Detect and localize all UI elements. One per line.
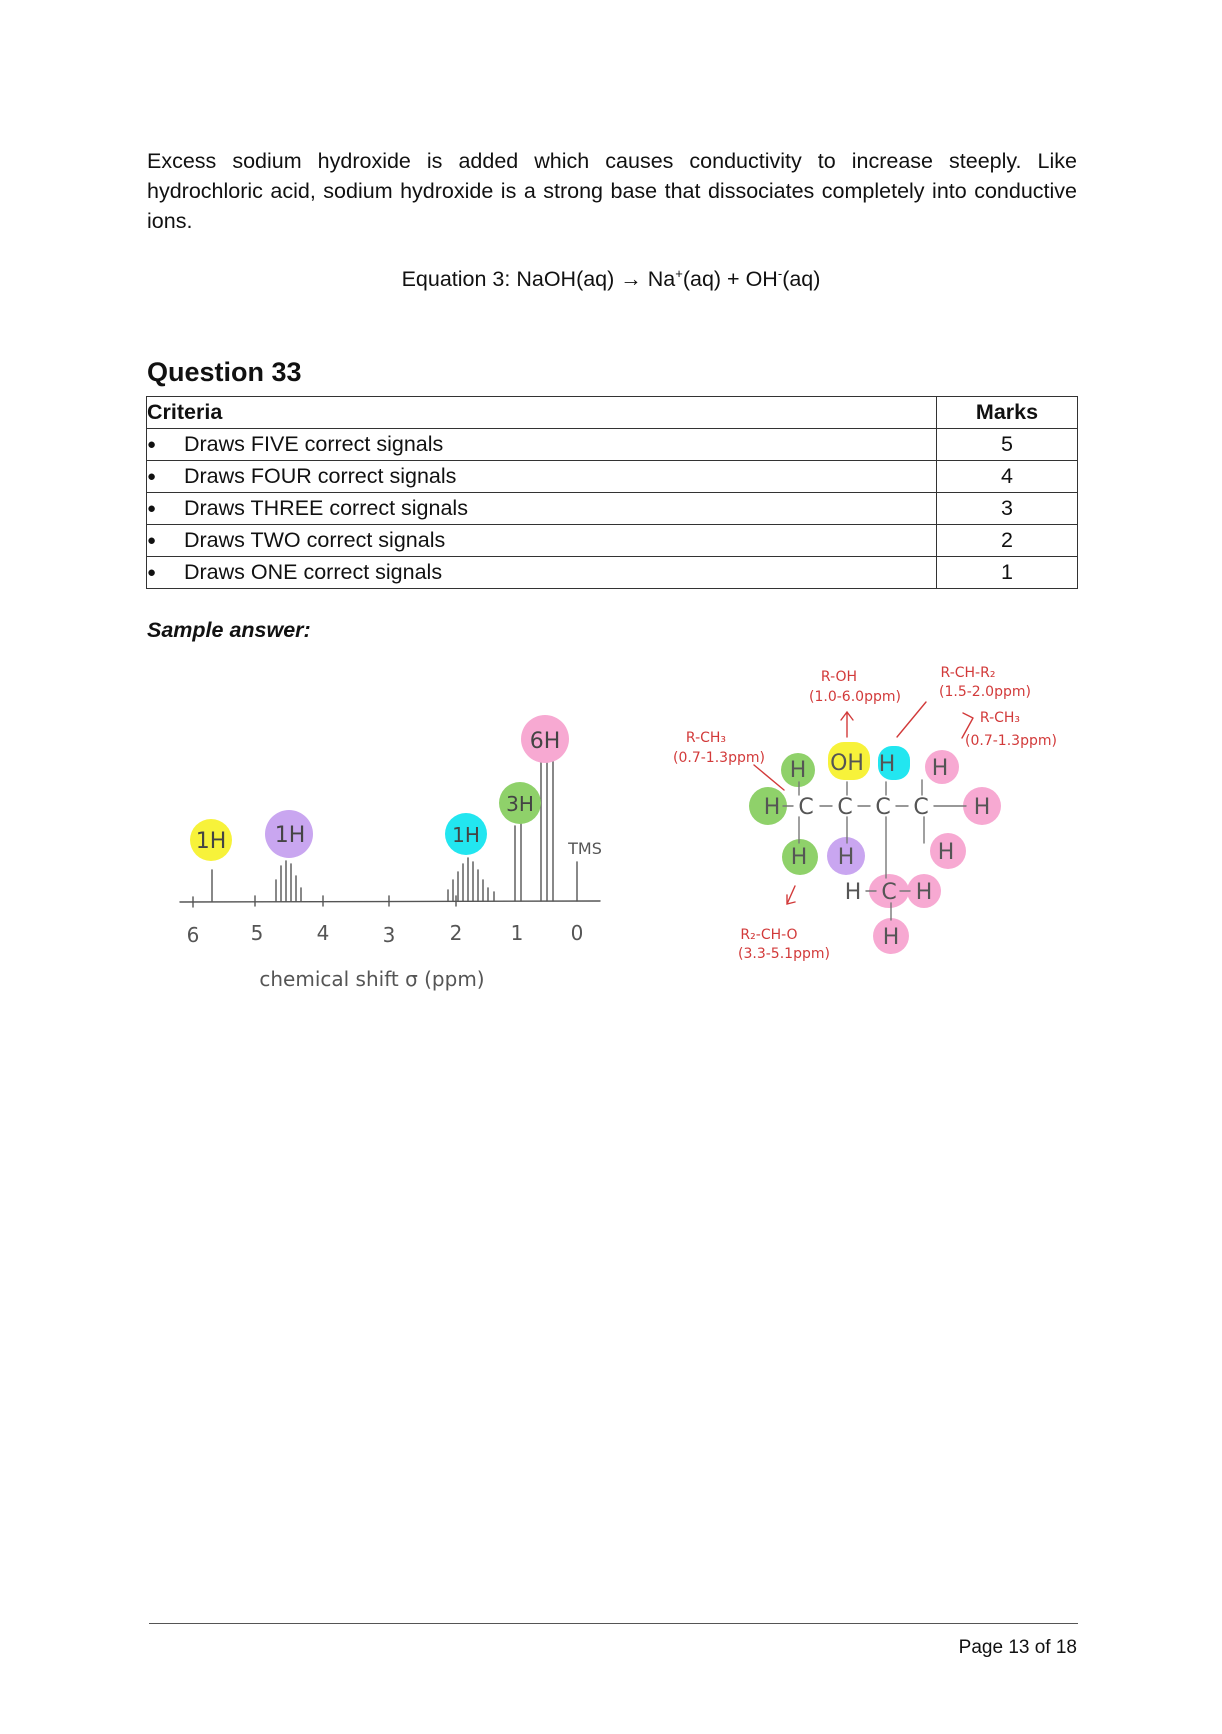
atom-c: C [837, 795, 853, 820]
criteria-header: Criteria [147, 397, 937, 429]
marks-cell: 5 [937, 429, 1078, 461]
equation-suffix: (aq) [782, 267, 821, 292]
signal-label: 1H [274, 823, 306, 848]
tms-label: TMS [568, 839, 602, 858]
signal-blob-1h-cyan [445, 813, 487, 855]
criterion-text: Draws FIVE correct signals [184, 432, 444, 456]
sample-answer-label: Sample answer: [147, 618, 311, 642]
atom-c: C [798, 795, 814, 820]
spectrum-baseline [180, 901, 600, 902]
criterion-text: Draws FOUR correct signals [184, 464, 457, 488]
tick-label: 1 [510, 921, 524, 945]
atom-c: C [881, 880, 897, 905]
marks-header: Marks [937, 397, 1078, 429]
annotation-r2-ch-o-range: (3.3-5.1ppm) [738, 946, 830, 962]
atom-h: H [789, 758, 807, 783]
equation-prefix: Equation 3: NaOH(aq) [401, 267, 621, 292]
annotation-r-ch3-right: R-CH₃ [979, 710, 1021, 726]
peak-1h-purple [276, 861, 301, 901]
question-heading: Question 33 [147, 357, 302, 387]
signal-label: 3H [506, 792, 534, 816]
oh-charge: - [777, 266, 783, 281]
peak-3h-green [515, 818, 521, 901]
bullet-icon: ● [147, 436, 157, 453]
marks-cell: 1 [937, 557, 1078, 589]
annotation-r-ch-r2: R-CH-R₂ [940, 665, 996, 681]
atom-h: H [844, 880, 862, 905]
na-charge: + [675, 266, 683, 281]
atom-c: C [913, 795, 929, 820]
page-number: Page 13 of 18 [958, 1637, 1077, 1658]
annotation-r-ch3-right-range: (0.7-1.3ppm) [965, 733, 1057, 749]
molecule-diagram [673, 665, 1057, 962]
marks-cell: 4 [937, 461, 1078, 493]
tick-label: 2 [449, 921, 463, 945]
annotation-arrows [754, 702, 973, 904]
signal-blob-6h-pink [521, 715, 569, 763]
peak-1h-cyan [448, 858, 494, 901]
tick-label: 0 [570, 921, 584, 945]
annotation-r-ch-r2-range: (1.5-2.0ppm) [939, 684, 1031, 700]
atom-h: H [915, 880, 933, 905]
criterion-text: Draws THREE correct signals [184, 496, 468, 520]
atom-h: H [763, 795, 781, 820]
bullet-icon: ● [147, 532, 157, 549]
atom-h: H [790, 845, 808, 870]
highlight-blobs [749, 742, 1001, 954]
nmr-spectrum [180, 746, 600, 907]
signal-labels [190, 715, 569, 861]
atom-h: H [931, 756, 949, 781]
tick-label: 6 [186, 923, 200, 947]
spectrum-x-axis-label: chemical shift σ (ppm) [259, 967, 485, 991]
bullet-icon: ● [147, 468, 157, 485]
tick-label: 4 [316, 921, 330, 945]
tick-label: 5 [250, 921, 264, 945]
criterion-text: Draws TWO correct signals [184, 528, 446, 552]
atom-h: H [837, 845, 855, 870]
atom-h: H [937, 840, 955, 865]
reaction-arrow: → [620, 267, 642, 292]
atom-c: C [875, 795, 891, 820]
signal-blob-1h-yellow [190, 819, 232, 861]
annotation-r-oh-range: (1.0-6.0ppm) [809, 689, 901, 705]
footer-rule [149, 1623, 1078, 1624]
equation-mid: (aq) + OH [682, 267, 778, 292]
marks-cell: 2 [937, 525, 1078, 557]
annotation-r-oh: R-OH [820, 669, 858, 685]
tick-label: 3 [382, 923, 396, 947]
signal-label: 6H [529, 729, 561, 754]
bullet-icon: ● [147, 500, 157, 517]
peak-6h-pink [541, 752, 553, 901]
signal-blob-1h-purple [265, 810, 313, 858]
spectrum-tick-labels [187, 921, 584, 947]
annotation-r-ch3-left-range: (0.7-1.3ppm) [673, 750, 765, 766]
annotation-r-ch3-left: R-CH₃ [685, 730, 727, 746]
marks-cell: 3 [937, 493, 1078, 525]
signal-blob-3h-green [499, 782, 541, 824]
atom-h: H [973, 795, 991, 820]
equation-na: Na [641, 267, 676, 292]
signal-label: 1H [195, 829, 227, 854]
signal-label: 1H [452, 823, 480, 847]
annotation-r2-ch-o: R₂-CH-O [740, 927, 798, 943]
atom-h: H [882, 925, 900, 950]
body-paragraph: Excess sodium hydroxide is added which causes conductivity to increase steeply. Like hydrochloric acid, sodium hydroxide is a strong base that dissociates completely into conductive ions. [147, 149, 1077, 233]
atom-h: H [878, 752, 896, 777]
atom-oh: OH [830, 751, 864, 776]
bullet-icon: ● [147, 564, 157, 581]
criterion-text: Draws ONE correct signals [184, 560, 443, 584]
